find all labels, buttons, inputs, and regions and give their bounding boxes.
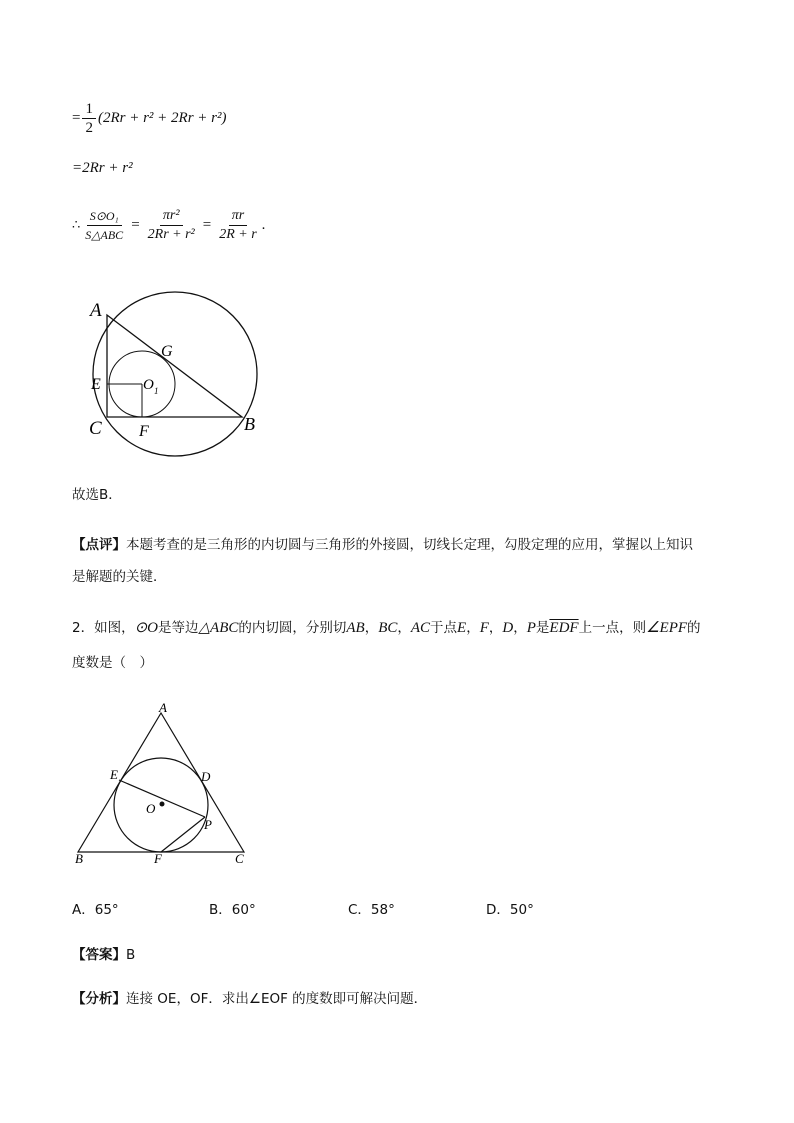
label-O-subscript: 1 <box>154 386 159 396</box>
half-numerator: 1 <box>82 101 96 119</box>
q2-p: P <box>526 620 536 636</box>
label-C: C <box>89 418 102 439</box>
option-d: D．50° <box>486 902 534 918</box>
result-denominator: 2R + r <box>219 226 257 242</box>
result-numerator: πr <box>229 208 247 226</box>
label-D: D <box>201 769 211 784</box>
derivation-line-3 <box>72 203 265 247</box>
q2-text-0: 2．如图， <box>72 620 135 636</box>
label-P: P <box>204 817 212 832</box>
half-fraction <box>82 101 96 136</box>
q2-d: D <box>502 620 514 636</box>
equals-sign: = <box>72 109 81 126</box>
label-E: E <box>91 376 101 393</box>
q2-comma-1: ， <box>364 620 379 636</box>
sum-expression: (2Rr + r² + 2Rr + r²) <box>97 109 227 126</box>
q2-triangle: △ABC <box>198 620 239 636</box>
analysis-tag: 【分析】 <box>72 991 126 1007</box>
figure-1-circle-triangle <box>80 288 280 458</box>
comment-text-1: 本题考查的是三角形的内切圆与三角形的外接圆，切线长定理，勾股定理的应用，掌握以上知识 <box>126 537 693 553</box>
comment-text-2: 是解题的关键． <box>72 569 167 585</box>
area-ratio-fraction <box>82 208 126 243</box>
option-c: C．58° <box>348 902 395 918</box>
equals-1: = <box>131 216 140 233</box>
analysis-text: 连接 OE，OF．求出∠EOF 的度数即可解决问题． <box>126 991 428 1007</box>
q2-ac: AC <box>410 620 431 636</box>
q2-e: E <box>457 620 467 636</box>
label-F: F <box>154 851 162 866</box>
q2-text-22: 的 <box>687 620 701 636</box>
triangle-area: S△ABC <box>85 227 124 242</box>
middle-numerator: πr² <box>160 208 183 226</box>
q2-arc-edf: $\overline{EDF}$ <box>549 620 579 636</box>
analysis-line <box>72 987 427 1007</box>
answer-line <box>72 943 135 963</box>
q2-text-4: 的内切圆，分别切 <box>238 620 347 636</box>
question-2-line-1 <box>72 620 701 636</box>
label-A: A <box>90 300 102 321</box>
q2-comma-3: ， <box>466 620 480 636</box>
label-E: E <box>110 767 118 782</box>
half-denominator: 2 <box>85 119 93 136</box>
q2-text-10: 于点 <box>430 620 458 636</box>
q2-comma-2: ， <box>397 620 411 636</box>
q2-ab: AB <box>346 620 365 636</box>
equals-2: = <box>202 216 212 233</box>
center-point <box>160 802 165 807</box>
question-2 <box>72 611 732 681</box>
derivation-line-2: =2Rr + r² <box>72 160 133 176</box>
derivation-line-1 <box>72 98 227 138</box>
therefore-sign: ∴ <box>72 217 81 232</box>
figure-2-equilateral-incircle <box>70 700 270 870</box>
q2-text-18: 是 <box>535 620 550 636</box>
option-b: B．60° <box>209 902 256 918</box>
label-O: O <box>143 377 154 393</box>
question-2-line-2: 度数是（ ） <box>72 655 153 671</box>
middle-denominator: 2Rr + r² <box>147 226 195 242</box>
label-B: B <box>75 851 83 866</box>
comment-block <box>72 529 732 593</box>
chord-ep <box>119 780 205 817</box>
q2-angle-epf: ∠EPF <box>646 620 688 636</box>
label-A: A <box>159 700 167 715</box>
q2-text-2: 是等边 <box>158 620 199 636</box>
middle-fraction <box>145 208 198 243</box>
circumcircle <box>93 292 257 456</box>
comment-tag: 【点评】 <box>72 537 126 553</box>
option-a: A．65° <box>72 902 119 918</box>
label-F: F <box>139 423 149 440</box>
answer-value: B <box>126 947 136 963</box>
q2-bc: BC <box>378 620 398 636</box>
label-B: B <box>244 414 255 434</box>
label-G: G <box>161 343 173 360</box>
answer-tag: 【答案】 <box>72 947 126 963</box>
result-fraction <box>216 208 259 243</box>
period: . <box>261 216 266 233</box>
q2-circle-o: ⊙O <box>134 620 158 636</box>
right-triangle <box>107 315 242 417</box>
label-O: O <box>146 801 156 816</box>
q2-comma-5: ， <box>513 620 527 636</box>
q2-text-20: 上一点，则 <box>578 620 647 636</box>
q2-comma-4: ， <box>488 620 503 636</box>
label-C: C <box>235 851 244 866</box>
q2-f: F <box>479 620 489 636</box>
circle-area: S⊙O₁ <box>87 208 122 226</box>
equilateral-triangle <box>78 713 244 852</box>
choice-conclusion: 故选B． <box>72 487 122 503</box>
